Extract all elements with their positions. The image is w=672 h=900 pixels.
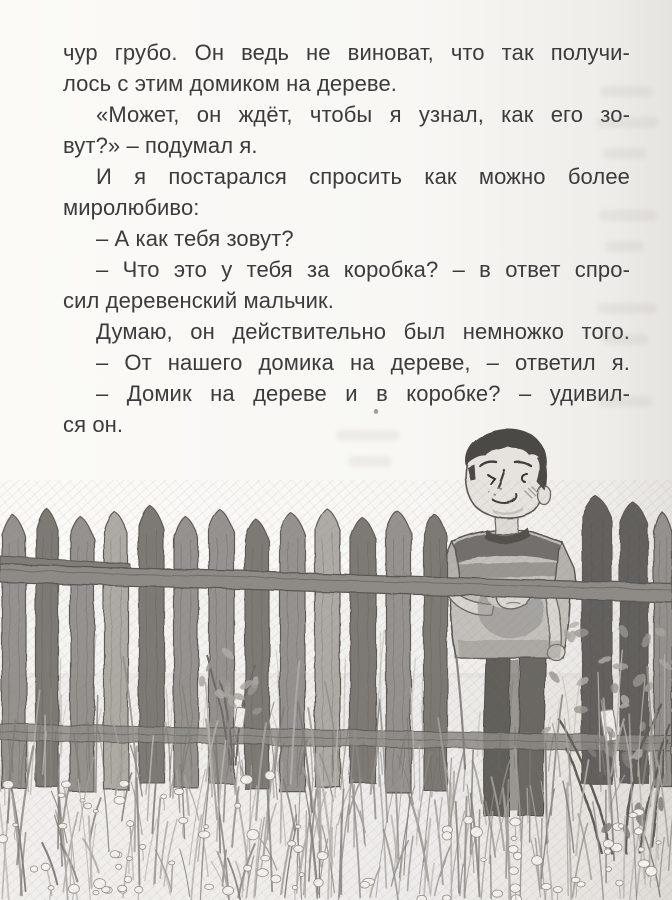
text-line-3: «Может, он ждёт, чтобы я узнал, как его зо- bbox=[96, 102, 630, 127]
text-line-12: – Домик на дереве и в коробке? – удивил- bbox=[96, 381, 630, 406]
bleedthrough-line bbox=[599, 210, 657, 221]
pencil-illustration bbox=[0, 418, 672, 900]
text-line-10: Думаю, он действительно был немножко того. bbox=[96, 319, 630, 344]
bleedthrough-line bbox=[602, 334, 648, 345]
pencil-hatch-overlay bbox=[0, 480, 672, 900]
text-line-11: – От нашего домика на дереве, – ответил я. bbox=[96, 350, 630, 375]
bleedthrough-line bbox=[600, 86, 652, 97]
scan-speck bbox=[374, 409, 378, 414]
text-line-2: лось с этим домиком на дереве. bbox=[63, 71, 398, 96]
text-line-1: чур грубо. Он ведь не виноват, что так получи- bbox=[63, 40, 630, 65]
text-line-8: – Что это у тебя за коробка? – в ответ спро- bbox=[96, 257, 630, 282]
bleedthrough-line bbox=[598, 396, 652, 407]
text-line-5: И я постарался спросить как можно более bbox=[96, 164, 630, 189]
text-line-9: сил деревенский мальчик. bbox=[63, 288, 334, 313]
text-line-4: вут?» – подумал я. bbox=[63, 133, 258, 158]
text-line-13: ся он. bbox=[63, 412, 124, 437]
bleedthrough-line bbox=[604, 241, 644, 252]
story-text bbox=[63, 37, 630, 440]
text-line-7: – А как тебя зовут? bbox=[96, 226, 294, 251]
bleedthrough-line bbox=[603, 148, 647, 159]
bleedthrough-line bbox=[596, 117, 658, 128]
text-line-6: миролюбиво: bbox=[63, 195, 200, 220]
bleedthrough-line bbox=[597, 303, 657, 314]
